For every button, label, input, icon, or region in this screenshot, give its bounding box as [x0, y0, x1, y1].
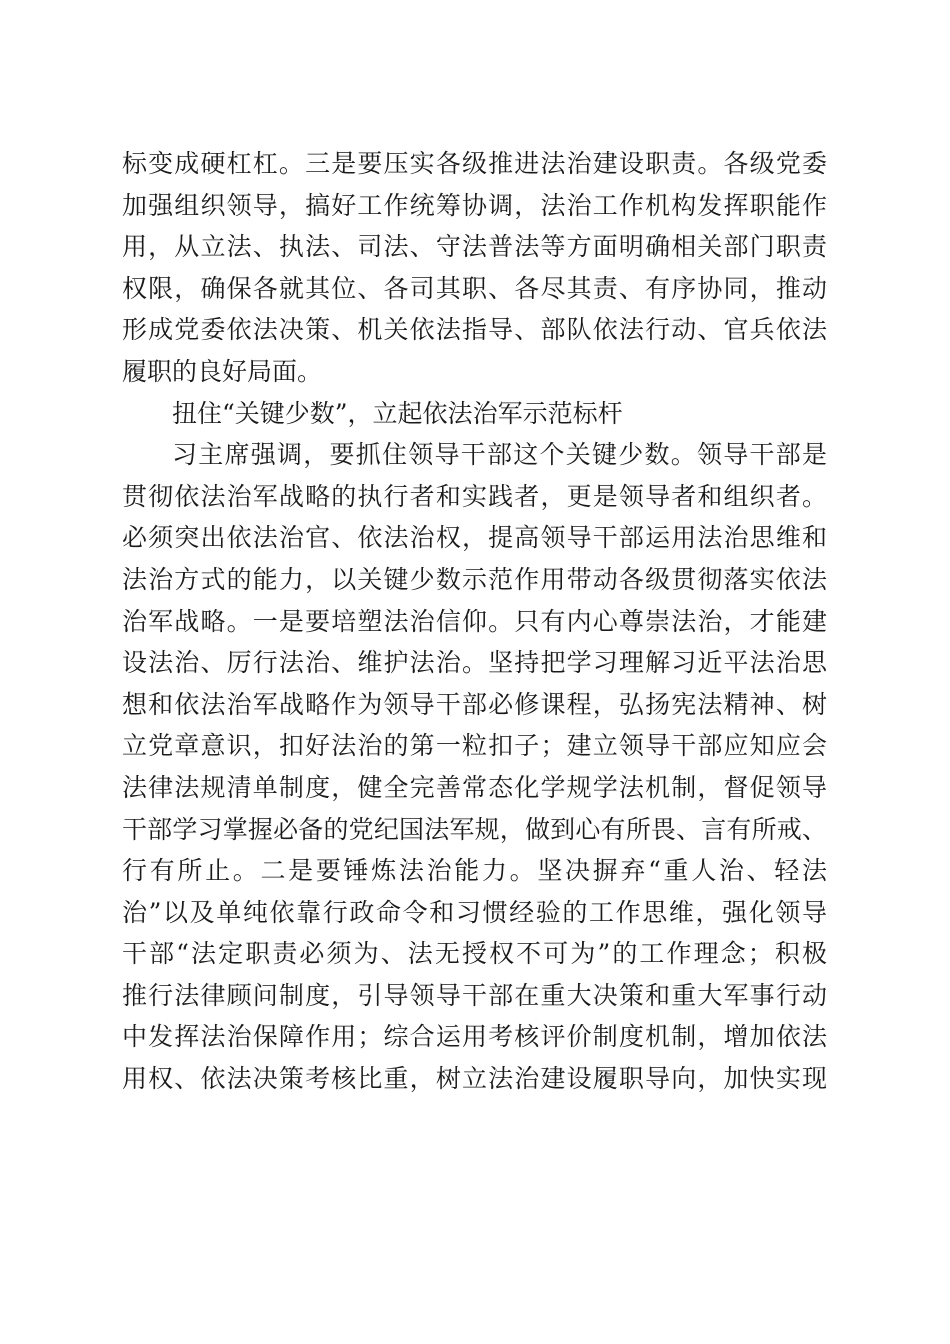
text-line: 治”以及单纯依靠行政命令和习惯经验的工作思维，强化领导	[122, 897, 827, 927]
text-line: 干部学习掌握必备的党纪国法军规，做到心有所畏、言有所戒、	[122, 814, 827, 844]
paragraph-1	[122, 143, 827, 393]
text-line: 法治方式的能力，以关键少数示范作用带动各级贯彻落实依法	[122, 564, 827, 594]
text-line: 用，从立法、执法、司法、守法普法等方面明确相关部门职责	[122, 232, 827, 262]
text-line: 治军战略。一是要培塑法治信仰。只有内心尊崇法治，才能建	[122, 606, 827, 636]
text-line: 中发挥法治保障作用；综合运用考核评价制度机制，增加依法	[122, 1022, 827, 1052]
text-line: 标变成硬杠杠。三是要压实各级推进法治建设职责。各级党委	[122, 149, 827, 178]
text-line: 权限，确保各就其位、各司其职、各尽其责、有序协同，推动	[122, 273, 827, 303]
paragraph-2	[122, 434, 827, 1100]
text-line: 行有所止。二是要锤炼法治能力。坚决摒弃“重人治、轻法	[122, 856, 827, 886]
document-body	[122, 143, 827, 1100]
text-line: 推行法律顾问制度，引导领导干部在重大决策和重大军事行动	[122, 980, 827, 1010]
text-line: 加强组织领导，搞好工作统筹协调，法治工作机构发挥职能作	[122, 190, 827, 220]
text-line: 想和依法治军战略作为领导干部必修课程，弘扬宪法精神、树	[122, 689, 827, 719]
text-line: 用权、依法决策考核比重，树立法治建设履职导向，加快实现	[122, 1064, 827, 1094]
text-line: 形成党委依法决策、机关依法指导、部队依法行动、官兵依法	[122, 315, 827, 345]
text-line: 干部“法定职责必须为、法无授权不可为”的工作理念；积极	[122, 939, 827, 969]
text-line: 履职的良好局面。	[122, 356, 323, 386]
text-line: 设法治、厉行法治、维护法治。坚持把学习理解习近平法治思	[122, 648, 827, 678]
text-line: 法律法规清单制度，健全完善常态化学规学法机制，督促领导	[122, 772, 827, 802]
text-line: 立党章意识，扣好法治的第一粒扣子；建立领导干部应知应会	[122, 731, 827, 761]
text-line: 必须突出依法治官、依法治权，提高领导干部运用法治思维和	[122, 523, 827, 553]
text-line: 贯彻依法治军战略的执行者和实践者，更是领导者和组织者。	[122, 481, 827, 511]
text-line: 习主席强调，要抓住领导干部这个关键少数。领导干部是	[172, 440, 827, 470]
section-heading: 扭住“关键少数”，立起依法治军示范标杆	[172, 398, 623, 428]
